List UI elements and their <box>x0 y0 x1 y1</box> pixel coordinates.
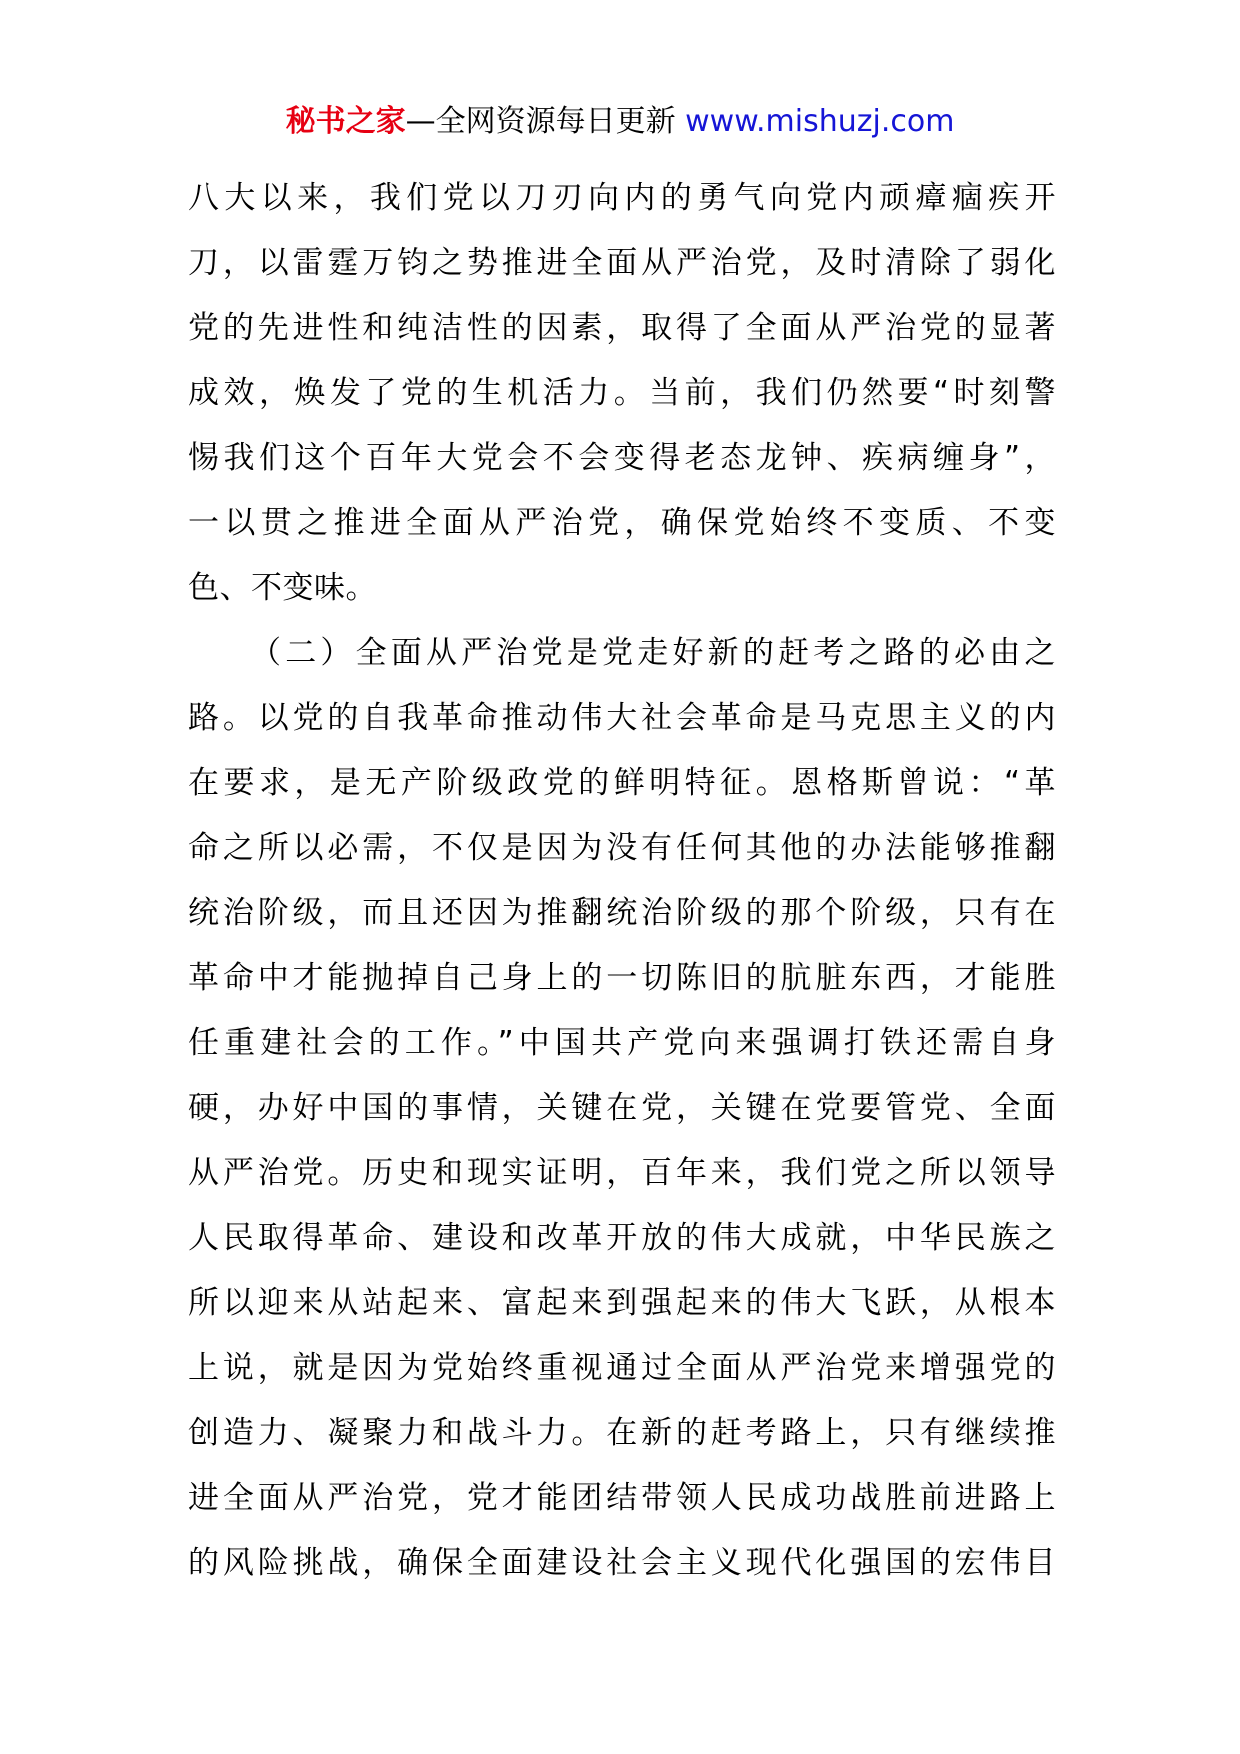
section-heading-line: （二）全面从严治党是党走好新的赶考之路的必由之 <box>250 635 1056 671</box>
body-line: 人民取得革命、建设和改革开放的伟大成就，中华民族之 <box>188 1220 1056 1256</box>
header-url-link[interactable]: www.mishuzj.com <box>685 104 955 139</box>
body-line: 一以贯之推进全面从严治党，确保党始终不变质、不变 <box>188 505 1056 541</box>
body-line: 创造力、凝聚力和战斗力。在新的赶考路上，只有继续推 <box>188 1415 1056 1451</box>
body-line: 所以迎来从站起来、富起来到强起来的伟大飞跃，从根本 <box>188 1285 1056 1321</box>
header-tagline: —全网资源每日更新 <box>405 104 686 139</box>
body-line: 成效，焕发了党的生机活力。当前，我们仍然要“时刻警 <box>188 375 1056 411</box>
page-header <box>0 100 1240 144</box>
body-line: 八大以来，我们党以刀刃向内的勇气向党内顽瘴痼疾开 <box>188 180 1056 216</box>
body-line: 色、不变味。 <box>188 570 377 606</box>
body-line: 上说，就是因为党始终重视通过全面从严治党来增强党的 <box>188 1350 1056 1386</box>
body-line: 刀，以雷霆万钧之势推进全面从严治党，及时清除了弱化 <box>188 245 1056 281</box>
document-body <box>188 166 1056 1596</box>
body-line: 硬，办好中国的事情，关键在党，关键在党要管党、全面 <box>188 1090 1056 1126</box>
body-line: 革命中才能抛掉自己身上的一切陈旧的肮脏东西，才能胜 <box>188 960 1056 996</box>
body-line: 进全面从严治党，党才能团结带领人民成功战胜前进路上 <box>188 1480 1056 1516</box>
header-brand: 秘书之家 <box>285 104 406 139</box>
body-line: 从严治党。历史和现实证明，百年来，我们党之所以领导 <box>188 1155 1056 1191</box>
body-line: 路。以党的自我革命推动伟大社会革命是马克思主义的内 <box>188 700 1056 736</box>
body-line: 的风险挑战，确保全面建设社会主义现代化强国的宏伟目 <box>188 1545 1056 1581</box>
body-line: 党的先进性和纯洁性的因素，取得了全面从严治党的显著 <box>188 310 1056 346</box>
body-line: 统治阶级，而且还因为推翻统治阶级的那个阶级，只有在 <box>188 895 1056 931</box>
body-line: 任重建社会的工作。”中国共产党向来强调打铁还需自身 <box>188 1025 1056 1061</box>
body-line: 惕我们这个百年大党会不会变得老态龙钟、疾病缠身”， <box>188 440 1056 476</box>
body-line: 在要求，是无产阶级政党的鲜明特征。恩格斯曾说：“革 <box>188 765 1056 801</box>
body-line: 命之所以必需，不仅是因为没有任何其他的办法能够推翻 <box>188 830 1056 866</box>
